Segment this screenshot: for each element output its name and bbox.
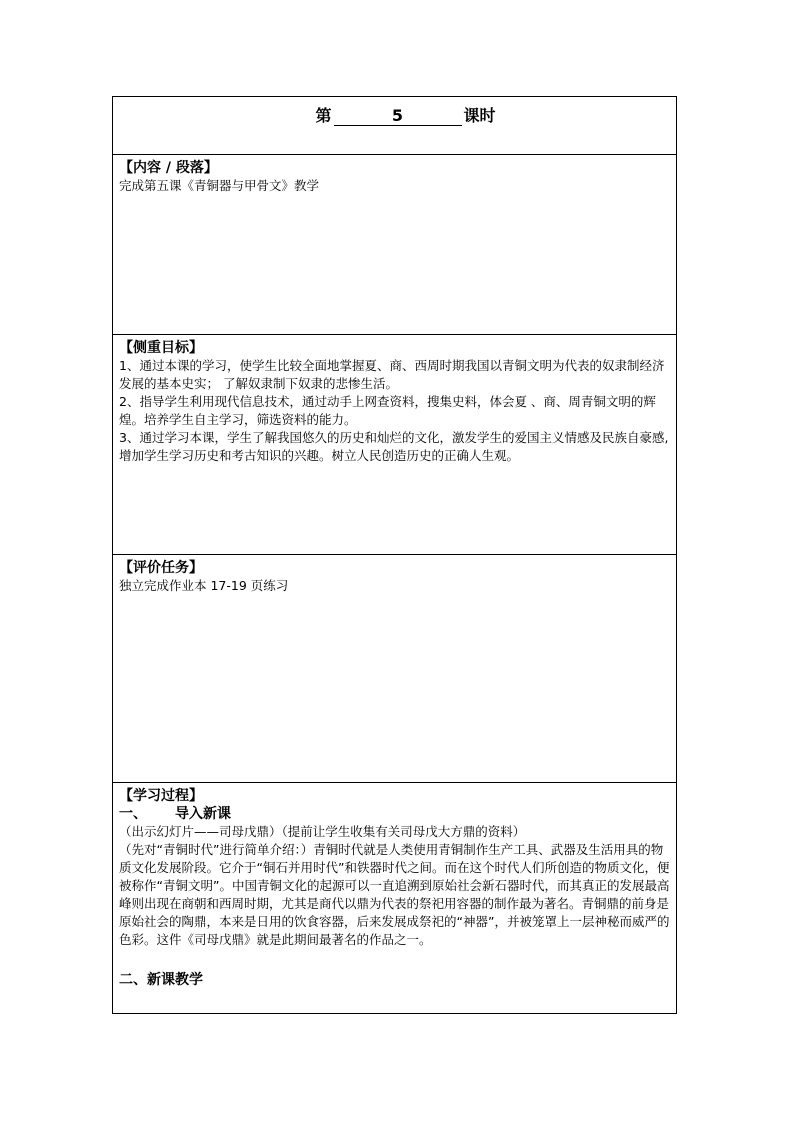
- goal-item-1: 1、通过本课的学习，使学生比较全面地掌握夏、商、西周时期我国以青铜文明为代表的奴隶制经济发展的基本史实； 了解奴隶制下奴隶的悲惨生活。: [119, 358, 665, 391]
- part1-title: 导入新课: [175, 806, 231, 822]
- process-para-1: （出示幻灯片——司母戊鼎）（提前让学生收集有关司母戊大方鼎的资料）: [119, 824, 526, 839]
- process-row: [113, 783, 676, 1013]
- content-title: 【内容 / 段落】: [119, 160, 218, 176]
- content-row: [113, 155, 676, 335]
- part1-heading: [119, 805, 670, 823]
- eval-text: 独立完成作业本 17-19 页练习: [119, 578, 289, 593]
- lesson-plan-table: [112, 96, 677, 1014]
- process-title: 【学习过程】: [119, 788, 203, 804]
- part2-title: 二、新课教学: [119, 972, 203, 988]
- part1-number: 一、: [119, 806, 147, 822]
- goal-item-3: 3、通过学习本课，学生了解我国悠久的历史和灿烂的文化，激发学生的爱国主义情感及民族自豪感,增加学生学习历史和考古知识的兴趣。树立人民创造历史的正确人生观。: [119, 430, 669, 463]
- lesson-suffix: 课时: [463, 106, 496, 125]
- goals-row: [113, 335, 676, 555]
- goals-title: 【侧重目标】: [119, 340, 203, 356]
- eval-row: [113, 555, 676, 783]
- process-para-2: （先对“青铜时代”进行简单介绍：）青铜时代就是人类使用青铜制作生产工具、武器及生活用具的物质文化发展阶段。它介于“铜石并用时代”和铁器时代之间。而在这个时代人们所创造的物质文化，便被称作“青铜文明”。中国青铜文化的起源可以一直追溯到原始社会新石器时代，而其真正的发展最高峰则出现在商朝和西周时期，尤其是商代以鼎为代表的祭祀用容器的制作最为著名。青铜鼎的前身是原始社会的陶鼎，本来是日用的饮食容器，后来发展成祭祀的“神器”，并被笼罩上一层神秘而威严的色彩。这件《司母戊鼎》就是此期间最著名的作品之一。: [119, 842, 670, 947]
- lesson-header-row: [113, 97, 676, 155]
- spacer: [119, 949, 670, 971]
- lesson-prefix: 第: [315, 106, 332, 125]
- goal-item-2: 2、指导学生利用现代信息技术，通过动手上网查资料，搜集史料，体会夏 、商、周青铜文明的辉煌。培养学生自主学习，筛选资料的能力。: [119, 394, 656, 427]
- content-text: 完成第五课《青铜器与甲骨文》教学: [119, 178, 320, 193]
- eval-title: 【评价任务】: [119, 560, 203, 576]
- lesson-header: [315, 107, 495, 126]
- lesson-number: 5: [334, 107, 462, 126]
